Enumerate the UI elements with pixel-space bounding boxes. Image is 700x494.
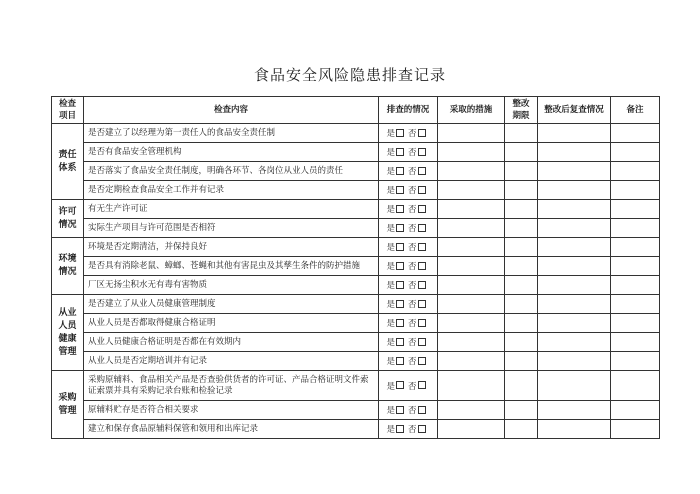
recheck-cell[interactable] [538, 295, 611, 314]
result-cell [379, 333, 438, 352]
category-label: 责任 体系 [52, 124, 84, 200]
measures-cell[interactable] [438, 238, 505, 257]
header-remarks: 备注 [611, 97, 660, 124]
deadline-cell[interactable] [505, 333, 538, 352]
option-yes-label: 是 [386, 205, 395, 215]
option-yes-label: 是 [386, 167, 395, 177]
option-no-label: 否 [408, 425, 417, 435]
check-item-text: 是否具有消除老鼠、蟑螂、苍蝇和其他有害昆虫及其孳生条件的防护措施 [84, 257, 379, 276]
checkbox-no[interactable] [418, 129, 426, 137]
result-cell [379, 181, 438, 200]
checkbox-no[interactable] [418, 300, 426, 308]
deadline-cell[interactable] [505, 420, 538, 439]
checkbox-yes[interactable] [396, 224, 404, 232]
option-no-label: 否 [408, 262, 417, 272]
check-item-text: 是否有食品安全管理机构 [84, 143, 379, 162]
measures-cell[interactable] [438, 143, 505, 162]
deadline-cell[interactable] [505, 238, 538, 257]
option-no-label: 否 [408, 281, 417, 291]
recheck-cell[interactable] [538, 401, 611, 420]
option-no-label: 否 [408, 148, 417, 158]
option-yes-label: 是 [386, 357, 395, 367]
result-cell [379, 295, 438, 314]
check-item-text: 厂区无扬尘积水无有毒有害物质 [84, 276, 379, 295]
remarks-cell[interactable] [611, 276, 660, 295]
checkbox-no[interactable] [418, 224, 426, 232]
check-item-text: 有无生产许可证 [84, 200, 379, 219]
checkbox-yes[interactable] [396, 186, 404, 194]
result-cell [379, 219, 438, 238]
header-recheck: 整改后复查情况 [538, 97, 611, 124]
option-no-label: 否 [408, 381, 417, 392]
remarks-cell[interactable] [611, 143, 660, 162]
result-cell [379, 352, 438, 371]
option-yes-label: 是 [386, 281, 395, 291]
recheck-cell[interactable] [538, 420, 611, 439]
check-item-text: 从业人员健康合格证明是否都在有效期内 [84, 333, 379, 352]
checkbox-yes[interactable] [396, 381, 404, 389]
table-row [52, 181, 660, 200]
checkbox-no[interactable] [418, 205, 426, 213]
recheck-cell[interactable] [538, 238, 611, 257]
measures-cell[interactable] [438, 219, 505, 238]
table-row [52, 219, 660, 238]
remarks-cell[interactable] [611, 333, 660, 352]
check-item-text: 从业人员是否都取得健康合格证明 [84, 314, 379, 333]
remarks-cell[interactable] [611, 124, 660, 143]
checkbox-yes[interactable] [396, 338, 404, 346]
deadline-cell[interactable] [505, 295, 538, 314]
category-label: 许可 情况 [52, 200, 84, 238]
option-no-label: 否 [408, 357, 417, 367]
table-row [52, 143, 660, 162]
checkbox-no[interactable] [418, 167, 426, 175]
table-row [52, 257, 660, 276]
checkbox-yes[interactable] [396, 319, 404, 327]
result-cell [379, 238, 438, 257]
table-row [52, 200, 660, 219]
checkbox-yes[interactable] [396, 243, 404, 251]
remarks-cell[interactable] [611, 352, 660, 371]
recheck-cell[interactable] [538, 181, 611, 200]
header-deadline: 整改 期限 [505, 97, 538, 124]
check-item-text: 从业人员是否定期培训并有记录 [84, 352, 379, 371]
option-no-label: 否 [408, 406, 417, 416]
option-yes-label: 是 [386, 406, 395, 416]
check-item-text: 是否建立了从业人员健康管理制度 [84, 295, 379, 314]
measures-cell[interactable] [438, 124, 505, 143]
deadline-cell[interactable] [505, 276, 538, 295]
category-label: 从业 人员 健康 管理 [52, 295, 84, 371]
remarks-cell[interactable] [611, 181, 660, 200]
remarks-cell[interactable] [611, 295, 660, 314]
deadline-cell[interactable] [505, 143, 538, 162]
table-row [52, 401, 660, 420]
recheck-cell[interactable] [538, 257, 611, 276]
deadline-cell[interactable] [505, 257, 538, 276]
table-row [52, 276, 660, 295]
table-row [52, 333, 660, 352]
recheck-cell[interactable] [538, 200, 611, 219]
table-row [52, 420, 660, 439]
deadline-cell[interactable] [505, 200, 538, 219]
result-cell [379, 401, 438, 420]
option-no-label: 否 [408, 186, 417, 196]
header-row [52, 97, 660, 124]
result-cell [379, 162, 438, 181]
checkbox-yes[interactable] [396, 148, 404, 156]
category-label: 环境 情况 [52, 238, 84, 295]
checkbox-no[interactable] [418, 381, 426, 389]
option-no-label: 否 [408, 319, 417, 329]
result-cell [379, 200, 438, 219]
measures-cell[interactable] [438, 401, 505, 420]
result-cell [379, 257, 438, 276]
recheck-cell[interactable] [538, 276, 611, 295]
check-item-text: 原辅料贮存是否符合相关要求 [84, 401, 379, 420]
inspection-table [51, 96, 660, 439]
measures-cell[interactable] [438, 314, 505, 333]
table-row [52, 314, 660, 333]
result-cell [379, 371, 438, 401]
result-cell [379, 314, 438, 333]
checkbox-no[interactable] [418, 338, 426, 346]
check-item-text: 实际生产项目与许可范围是否相符 [84, 219, 379, 238]
table-row [52, 295, 660, 314]
option-no-label: 否 [408, 338, 417, 348]
option-yes-label: 是 [386, 338, 395, 348]
table-row [52, 162, 660, 181]
measures-cell[interactable] [438, 295, 505, 314]
deadline-cell[interactable] [505, 371, 538, 401]
remarks-cell[interactable] [611, 219, 660, 238]
checkbox-no[interactable] [418, 319, 426, 327]
deadline-cell[interactable] [505, 124, 538, 143]
result-cell [379, 143, 438, 162]
measures-cell[interactable] [438, 371, 505, 401]
checkbox-no[interactable] [418, 425, 426, 433]
checkbox-no[interactable] [418, 406, 426, 414]
recheck-cell[interactable] [538, 314, 611, 333]
checkbox-yes[interactable] [396, 425, 404, 433]
page-title: 食品安全风险隐患排查记录 [253, 66, 446, 84]
checkbox-yes[interactable] [396, 406, 404, 414]
recheck-cell[interactable] [538, 162, 611, 181]
checkbox-yes[interactable] [396, 129, 404, 137]
check-item-text: 环境是否定期清洁，并保持良好 [84, 238, 379, 257]
option-yes-label: 是 [386, 186, 395, 196]
option-no-label: 否 [408, 243, 417, 253]
checkbox-yes[interactable] [396, 262, 404, 270]
option-no-label: 否 [408, 167, 417, 177]
remarks-cell[interactable] [611, 314, 660, 333]
checkbox-no[interactable] [418, 243, 426, 251]
option-no-label: 否 [408, 129, 417, 139]
measures-cell[interactable] [438, 352, 505, 371]
option-no-label: 否 [408, 224, 417, 234]
checkbox-yes[interactable] [396, 300, 404, 308]
measures-cell[interactable] [438, 181, 505, 200]
recheck-cell[interactable] [538, 371, 611, 401]
checkbox-yes[interactable] [396, 167, 404, 175]
remarks-cell[interactable] [611, 200, 660, 219]
checkbox-no[interactable] [418, 148, 426, 156]
measures-cell[interactable] [438, 200, 505, 219]
check-item-text: 采购原辅料、食品相关产品是否查验供货者的许可证、产品合格证明文件索证索票并具有采购记录台账和检验记录 [84, 371, 379, 401]
checkbox-no[interactable] [418, 262, 426, 270]
check-item-text: 是否定期检查食品安全工作并有记录 [84, 181, 379, 200]
option-yes-label: 是 [386, 224, 395, 234]
header-content: 检查内容 [84, 97, 379, 124]
deadline-cell[interactable] [505, 352, 538, 371]
option-no-label: 否 [408, 205, 417, 215]
option-yes-label: 是 [386, 381, 395, 392]
option-yes-label: 是 [386, 148, 395, 158]
deadline-cell[interactable] [505, 162, 538, 181]
option-yes-label: 是 [386, 243, 395, 253]
option-yes-label: 是 [386, 129, 395, 139]
option-yes-label: 是 [386, 425, 395, 435]
header-item: 检查 项目 [52, 97, 84, 124]
deadline-cell[interactable] [505, 181, 538, 200]
remarks-cell[interactable] [611, 371, 660, 401]
recheck-cell[interactable] [538, 143, 611, 162]
deadline-cell[interactable] [505, 314, 538, 333]
check-item-text: 建立和保存食品原辅料保管和领用和出库记录 [84, 420, 379, 439]
measures-cell[interactable] [438, 333, 505, 352]
result-cell [379, 124, 438, 143]
option-yes-label: 是 [386, 300, 395, 310]
remarks-cell[interactable] [611, 401, 660, 420]
measures-cell[interactable] [438, 276, 505, 295]
table-row [52, 124, 660, 143]
remarks-cell[interactable] [611, 238, 660, 257]
recheck-cell[interactable] [538, 219, 611, 238]
recheck-cell[interactable] [538, 333, 611, 352]
checkbox-yes[interactable] [396, 281, 404, 289]
table-row [52, 238, 660, 257]
remarks-cell[interactable] [611, 257, 660, 276]
checkbox-no[interactable] [418, 357, 426, 365]
option-no-label: 否 [408, 300, 417, 310]
checkbox-yes[interactable] [396, 357, 404, 365]
deadline-cell[interactable] [505, 401, 538, 420]
measures-cell[interactable] [438, 257, 505, 276]
check-item-text: 是否建立了以经理为第一责任人的食品安全责任制 [84, 124, 379, 143]
table-row [52, 352, 660, 371]
measures-cell[interactable] [438, 162, 505, 181]
result-cell [379, 420, 438, 439]
option-yes-label: 是 [386, 319, 395, 329]
category-label: 采购 管理 [52, 371, 84, 439]
option-yes-label: 是 [386, 262, 395, 272]
recheck-cell[interactable] [538, 124, 611, 143]
header-measures: 采取的措施 [438, 97, 505, 124]
header-result: 排查的情况 [379, 97, 438, 124]
check-item-text: 是否落实了食品安全责任制度，明确各环节、各岗位从业人员的责任 [84, 162, 379, 181]
remarks-cell[interactable] [611, 420, 660, 439]
deadline-cell[interactable] [505, 219, 538, 238]
checkbox-yes[interactable] [396, 205, 404, 213]
measures-cell[interactable] [438, 420, 505, 439]
recheck-cell[interactable] [538, 352, 611, 371]
remarks-cell[interactable] [611, 162, 660, 181]
table-row [52, 371, 660, 401]
result-cell [379, 276, 438, 295]
checkbox-no[interactable] [418, 281, 426, 289]
checkbox-no[interactable] [418, 186, 426, 194]
